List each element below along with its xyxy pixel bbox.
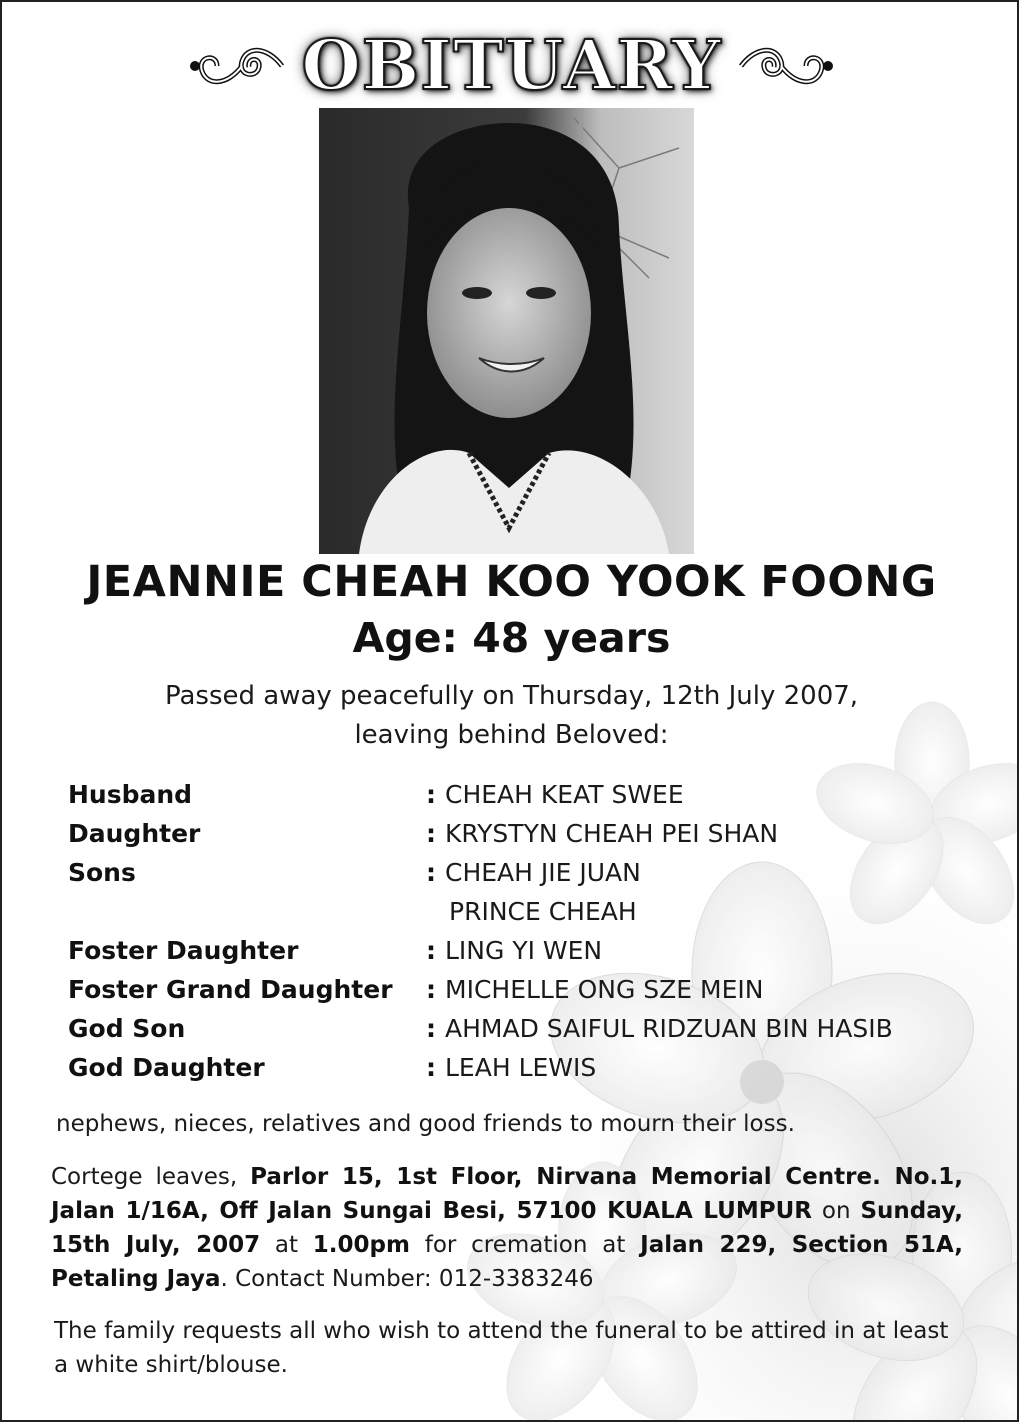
family-row-daughter	[68, 814, 968, 853]
family-row-god-daughter	[68, 1048, 968, 1087]
family-row-sons	[68, 853, 968, 892]
family-row-sons-continued	[68, 892, 968, 931]
mourners-statement: nephews, nieces, relatives and good friends to mourn their loss.	[56, 1111, 795, 1137]
relation-colon: :	[426, 1053, 436, 1082]
passing-statement	[2, 677, 1019, 755]
scroll-flourish-right-icon	[736, 41, 836, 91]
relative-name: MICHELLE ONG SZE MEIN	[445, 975, 764, 1004]
cortege-text: for cremation at	[409, 1232, 641, 1258]
relative-name: AHMAD SAIFUL RIDZUAN BIN HASIB	[445, 1014, 893, 1043]
relation-label: Husband	[68, 780, 193, 809]
relation-label: God Son	[68, 1014, 186, 1043]
obituary-header	[2, 20, 1019, 112]
cortege-text: on	[811, 1198, 861, 1224]
scroll-flourish-left-icon	[187, 41, 287, 91]
deceased-name: JEANNIE CHEAH KOO YOOK FOONG	[86, 557, 937, 607]
cortege-details	[51, 1160, 963, 1296]
family-list	[68, 775, 968, 1087]
relation-colon: :	[426, 780, 436, 809]
relative-name: CHEAH KEAT SWEE	[445, 780, 684, 809]
relation-label: Sons	[68, 858, 136, 887]
relation-label: Foster Daughter	[68, 936, 299, 965]
passing-line-1: Passed away peacefully on Thursday, 12th July 2007,	[164, 681, 859, 711]
relative-name: LING YI WEN	[445, 936, 603, 965]
relative-name: LEAH LEWIS	[445, 1053, 597, 1082]
relation-colon: :	[426, 819, 436, 848]
relation-colon: :	[426, 858, 436, 887]
relation-colon: :	[426, 975, 436, 1004]
page-title: OBITUARY	[301, 26, 722, 106]
relation-label: God Daughter	[68, 1053, 265, 1082]
contact-number: . Contact Number: 012-3383246	[220, 1266, 594, 1292]
relation-colon: :	[426, 936, 436, 965]
relation-label: Daughter	[68, 819, 201, 848]
cortege-venue: Parlor 15, 1st Floor, Nirvana Memorial Centre. No.1, Jalan 1/16A, Off Jalan Sungai Besi, 57100 KUALA LUMPUR	[51, 1164, 963, 1224]
cortege-time: 1.00pm	[312, 1232, 410, 1258]
cremation-location: Jalan 229, Section 51A, Petaling Jaya	[51, 1232, 963, 1292]
family-row-foster-daughter	[68, 931, 968, 970]
cortege-text: Cortege leaves,	[51, 1164, 251, 1190]
cortege-date: Sunday, 15th July, 2007	[51, 1198, 963, 1258]
dress-code-request: The family requests all who wish to attend the funeral to be attired in at least a white shirt/blouse.	[54, 1318, 949, 1378]
deceased-age: Age: 48 years	[352, 614, 671, 662]
family-row-husband	[68, 775, 968, 814]
relative-name: PRINCE CHEAH	[449, 897, 637, 926]
relative-name: KRYSTYN CHEAH PEI SHAN	[445, 819, 779, 848]
passing-line-2: leaving behind Beloved:	[354, 720, 669, 750]
relative-name: CHEAH JIE JUAN	[445, 858, 641, 887]
relation-colon: :	[426, 1014, 436, 1043]
relation-label: Foster Grand Daughter	[68, 975, 393, 1004]
cortege-text: at	[260, 1232, 313, 1258]
family-row-foster-grand-daughter	[68, 970, 968, 1009]
family-row-god-son	[68, 1009, 968, 1048]
portrait-photo	[319, 108, 694, 554]
